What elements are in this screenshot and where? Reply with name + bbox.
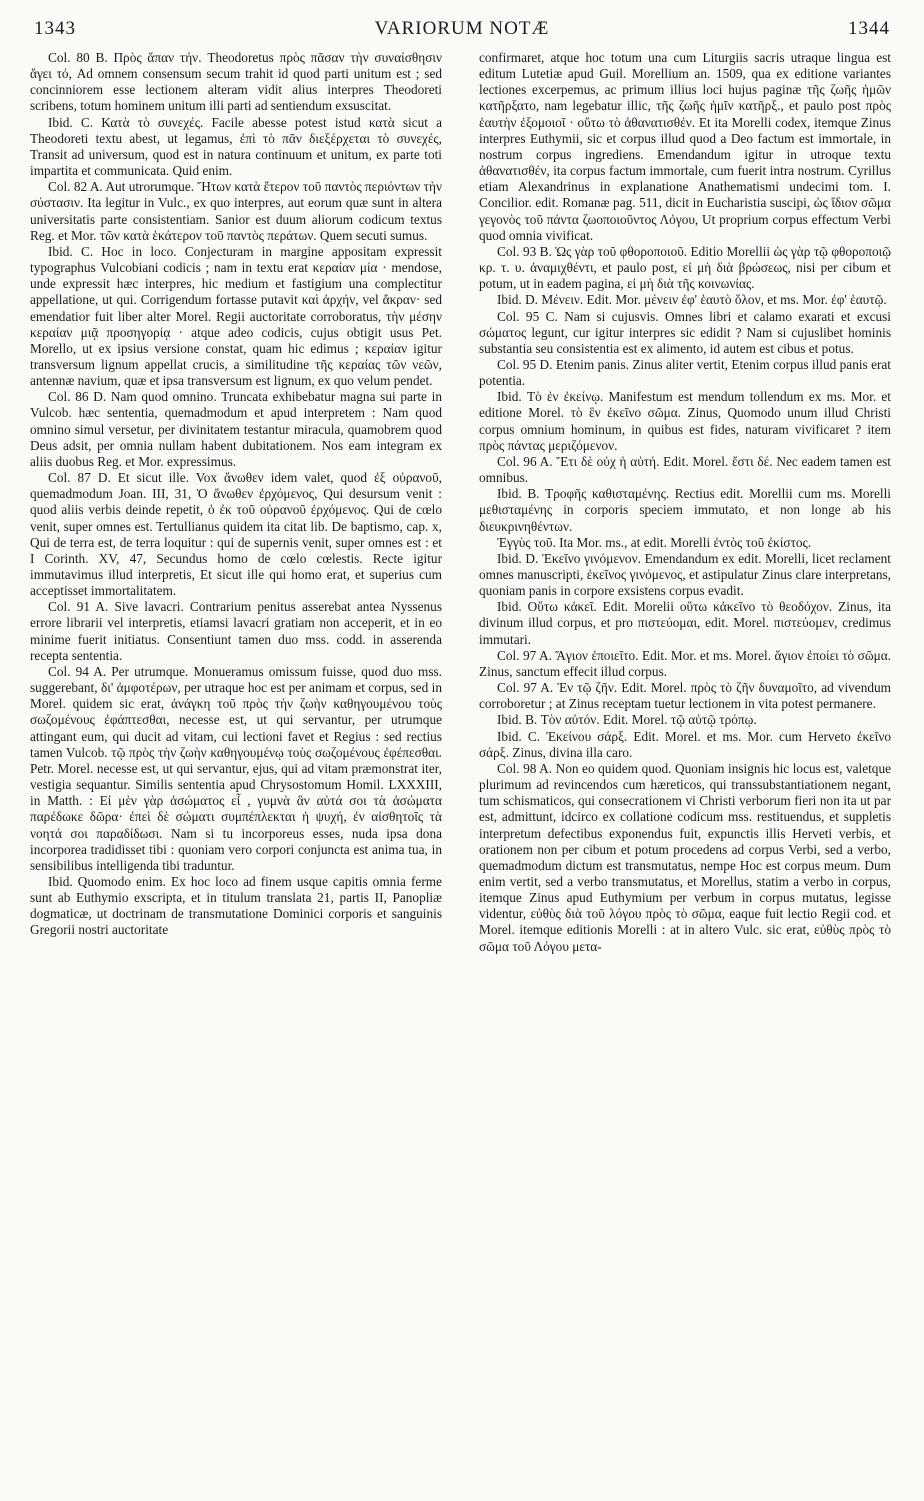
note-paragraph: Col. 97 A. Ἐν τῷ ζῆν. Edit. Morel. πρὸς τὸ ζῆν δυναμοῖτο, ad vivendum corroboretur ; at Zinus receptam tuetur lectionem in vita potest permanere. [479,680,891,712]
note-paragraph: Col. 86 D. Nam quod omnino. Truncata exhibebatur magna sui parte in Vulcob. hæc sententia, quemadmodum et apud interpretem : Nam quod omnino simul versetur, per divinitatem testantur miracula, quamobrem quod Deus adsit, per omnia nullam habent dubitationem. Nos eam integram ex aliis duobus Reg. et Mor. expressimus. [30,389,442,469]
note-paragraph: Ibid. D. Ἐκεῖνο γινόμενον. Emendandum ex edit. Morelli, licet reclament omnes manuscripti, ἐκεῖνος γινόμενος, et astipulatur Zinus clare interpretans, quoniam panis in corpore exsistens corpus evadit. [479,550,891,599]
left-column [30,50,442,939]
note-paragraph: Ibid. B. Τὸν αὐτόν. Edit. Morel. τῷ αὐτῷ τρόπῳ. [497,712,757,728]
note-paragraph: Ibid. D. Μένειν. Edit. Mor. μένειν ἐφ' ἑαυτὸ ὅλον, et ms. Mor. ἐφ' ἑαυτῷ. [497,292,887,308]
page-number-left: 1343 [34,18,76,39]
running-header [34,18,890,46]
note-paragraph: Col. 98 A. Non eo quidem quod. Quoniam insignis hic locus est, valetque plurimum ad revincendos cum hæreticos, qui transsubstantiationem negant, tum schismaticos, qui consecrationem vi Christi verborum fieri non ita ut par est, admittunt, idcirco ex collatione codicum mss. restituendus, et suppletis interpretum defectibus exponendus fuit, expunctis illis Herveti verbis, et orationem non per cibum et potum procedens ad corpus Verbi, sed a verbo, quemadmodum dictum est transmutatus, nempe Hoc est corpus meum. Dum enim vertit, sed a verbo transmutatus, et Morellus, statim a verbo in corpus, itemque Zinus apud Euthymium per verbum in corpus mutatus, legisse videntur, εὐθὺς διὰ τοῦ λόγου πρὸς τὸ σῶμα, eaque fuit lectio Regii cod. et Morel. itemque editionis Morelli : at in altero Vulc. sic erat, εὐθὺς πρὸς τὸ σῶμα τοῦ Λόγου μετα- [479,760,891,954]
note-paragraph: Ibid. Τὸ ἐν ἐκείνῳ. Manifestum est mendum tollendum ex ms. Mor. et editione Morel. τὸ ἓν ἐκεῖνο σῶμα. Zinus, Quomodo unum illud Christi corpus omnium hominum, in quibus est fides, naturam vivificaret ? item πρὸς πάντας μεριζόμενον. [479,389,891,453]
note-paragraph: Ibid. C. Ἐκείνου σάρξ. Edit. Morel. et ms. Mor. cum Herveto ἐκεῖνο σάρξ. Zinus, divina illa caro. [479,728,891,760]
note-paragraph: Ibid. C. Hoc in loco. Conjecturam in margine appositam expressit typographus Vulcobiani codicis ; nam in textu erat κεραίαν μία · mendose, unde expressit hæc interpres, hic medium et fastigium una complectitur appellatione, ut qui. Corrigendum fortasse putavit καὶ ἀρχήν, vel ἄκραν· sed emendatior fuit liber alter Morel. Regii auctoritate corroboratus, τὴν μέσην κεραίαν μιᾷ προσηγορίᾳ · atque adeo codicis, cujus obtigit usus Pet. Morello, ut ex ipsius versione constat, quam hic edimus ; κεραίαν igitur transversum lignum appellat crucis, a similitudine τῆς κεραίας τῶν νεῶν, antennæ navium, quæ et ipsa transversum est lignum, ex quo velum pendet. [30,243,442,389]
note-paragraph: Ibid. C. Κατὰ τὸ συνεχές. Facile abesse potest istud κατὰ sicut a Theodoreti textu abest, ut legamus, ἐπὶ τὸ πᾶν διεξέρχεται τὸ συνεχές, Transit ad universum, quod est in natura continuum et unitum, ex parte toti impartita et communicata. Quid enim. [30,114,442,179]
note-paragraph: Ibid. B. Τροφῆς καθισταμένης. Rectius edit. Morellii cum ms. Morelli μεθισταμένης in corporis speciem immutato, et non longe ab his διευκρινηθέντων. [479,486,891,534]
note-paragraph: Col. 93 B. Ὡς γὰρ τοῦ φθοροποιοῦ. Editio Morellii ὡς γὰρ τῷ φθοροποιῷ κρ. τ. υ. ἀναμιχθέντι, et paulo post, εἰ μὴ διὰ βρώσεως, nisi per cibum et potum, ut in eadem pagina, εἰ μὴ διὰ τῆς κοινωνίας. [479,243,891,292]
note-paragraph: Col. 80 B. Πρὸς ἅπαν τήν. Theodoretus πρὸς πᾶσαν τὴν συναίσθησιν ἄγει τό, Ad omnem consensum secum trahit id quod parti unitum est ; sed concinniorem esse lectionem alteram vidit alius interpres Theodoreti scribens, totum hominem unitum illi parti ad sentiendum exsuscitat. [30,50,442,114]
note-paragraph: Col. 97 A. Ἅγιον ἐποιεῖτο. Edit. Mor. et ms. Morel. ἅγιον ἐποίει τὸ σῶμα. Zinus, sanctum effecit illud corpus. [479,647,891,679]
note-paragraph: Col. 96 A. Ἔτι δὲ οὐχ ἡ αὐτή. Edit. Morel. ἔστι δέ. Nec eadem tamen est omnibus. [479,453,891,486]
note-paragraph: Col. 95 C. Nam si cujusvis. Omnes libri et calamo exarati et excusi σώματος legunt, cur igitur interpres sic edidit ? Nam si cujuslibet hominis substantia seu consistentia est ex alimento, id autem est cibus et potus. [479,308,891,356]
note-paragraph: Col. 94 A. Per utrumque. Monueramus omissum fuisse, quod duo mss. suggerebant, δι' ἀμφοτέρων, per utraque hoc est per animam et corpus, sed in Morel. quidem sic erat, ἀνάγκη τοῦ πρὸς τὴν ζωὴν καθηγουμένου τοὺς σωζομένους ἐφάπτεσθαι, necesse est, ut qui servantur, per utrumque attingant eum, qui ducit ad vitam, cui lectioni favet et Regius : sed rectius tamen Vulcob. τῷ πρὸς τὴν ζωὴν καθηγουμένῳ τοὺς σωζομένους ἐφέπεσθαι. Petr. Morel. necesse est, ut qui servantur, ejus, qui ad vitam præmonstrat iter, vestigia sequantur. Similis sententia apud Chrysostomum Homil. LXXXIII, in Matth. : Εἰ μὲν γὰρ ἀσώματος εἶ , γυμνὰ ἂν αὐτά σοι τὰ ἀσώματα παρέδωκε δῶρα· ἐπεὶ δὲ σώματι συμπέπλεκται ἡ ψυχή, ἐν αἰσθητοῖς τὰ νοητά σοι παραδίδωσι. Nam si tu incorporeus esses, nuda ipsa dona incorporea tradidisset tibi : quoniam vero corpori conjuncta est anima tua, in sensibilibus intelligenda tibi traduntur. [30,663,442,873]
note-paragraph: Col. 91 A. Sive lavacri. Contrarium penitus asserebat antea Nyssenus errore librarii vel interpretis, etiamsi lavacri gratiam non acceperit, et in eo minime fuerit initiatus. Consentiunt tamen duo mss. codd. in asserenda recepta sententia. [30,599,442,663]
note-paragraph: Col. 87 D. Et sicut ille. Vox ἄνωθεν idem valet, quod ἐξ οὐρανοῦ, quemadmodum Joan. III, 31, Ὁ ἄνωθεν ἐρχόμενος, Qui desursum venit : quod aliis verbis deinde repetit, ὁ ἐκ τοῦ οὐρανοῦ ἐρχόμενος. Qui de cœlo venit, super omnes est. Tertullianus quidem ita citat lib. De baptismo, cap. x, Qui de terra est, de terra loquitur : qui de supernis venit, super omnes est : et I Corinth. XV, 47, Secundus homo de cœlo cœlestis. Recte igitur immutavimus illud interpretis, Et sicut ille qui homo erat, et superius cum acceptisset immortalitatem. [30,470,442,599]
note-paragraph: Col. 82 A. Aut utrorumque. Ἤτων κατὰ ἕτερον τοῦ παντὸς περιόντων τὴν σύστασιν. Ita legitur in Vulc., ex quo interpres, aut eorum quæ sunt in altera universitatis parte consistentiam. Sanior est duum aliorum codicum textus Reg. et Mor. τῶν κατὰ ἑκάτερον τοῦ παντὸς περάτων. Quem secuti sumus. [30,179,442,243]
note-paragraph: Ibid. Οὕτω κἀκεῖ. Edit. Morelii οὕτω κἀκεῖνο τὸ θεοδόχον. Zinus, ita divinum illud corpus, et pro πιστεύομαι, edit. Morel. πιστεύομεν, credimus immutari. [479,599,891,647]
note-paragraph: Ibid. Quomodo enim. Ex hoc loco ad finem usque capitis omnia ferme sunt ab Euthymio exscripta, et in titulum translata 21, partis II, Panopliæ dogmaticæ, ut doctrinam de transmutatione Dominici corporis et sanguinis Gregorii nostri auctoritate [30,873,442,938]
page-number-right: 1344 [848,18,890,39]
note-paragraph: Ἐγγὺς τοῦ. Ita Mor. ms., at edit. Morelli ἐντὸς τοῦ ἐκίστος. [497,534,812,550]
note-paragraph: Col. 95 D. Etenim panis. Zinus aliter vertit, Etenim corpus illud panis erat potentia. [479,356,891,389]
right-column [479,50,891,955]
running-title: VARIORUM NOTÆ [374,18,550,39]
note-paragraph: confirmaret, atque hoc totum una cum Liturgiis sacris utraque lingua est editum Lutetiæ apud Guil. Morellium an. 1509, qua ex editione variantes lectiones excerpemus, ac primum illius loci hujus paginæ τῆς ζωῆς ἡμῶν κατῆρξατο, nam legebatur illic, τῆς ζωῆς ἡμῖν κατῆρξ., et paulo post πρὸς ἑαυτὴν ἐξομοιοῖ · οὕτω τὸ ἀθανατισθέν. Et ita Morelli codex, itemque Zinus interpres Euthymii, sic et corpus illud quod a Deo factum est immortale, in nostrum corpus ingrediens. Emendandum igitur in utroque textu ἀθανατισθέν, ita corpus factum immortale, cum fuerit intra nostrum. Cyrillus etiam Alexandrinus in explanatione Anathematismi undecimi tom. I. Concilior. edit. Romanæ pag. 511, dicit in Eucharistia suscipi, ὡς ἴδιον σῶμα γεγονὸς τοῦ πάντα ζωοποιοῦντος Λόγου, Ut proprium corpus effectum Verbi quod omnia vivificat. [479,50,891,243]
